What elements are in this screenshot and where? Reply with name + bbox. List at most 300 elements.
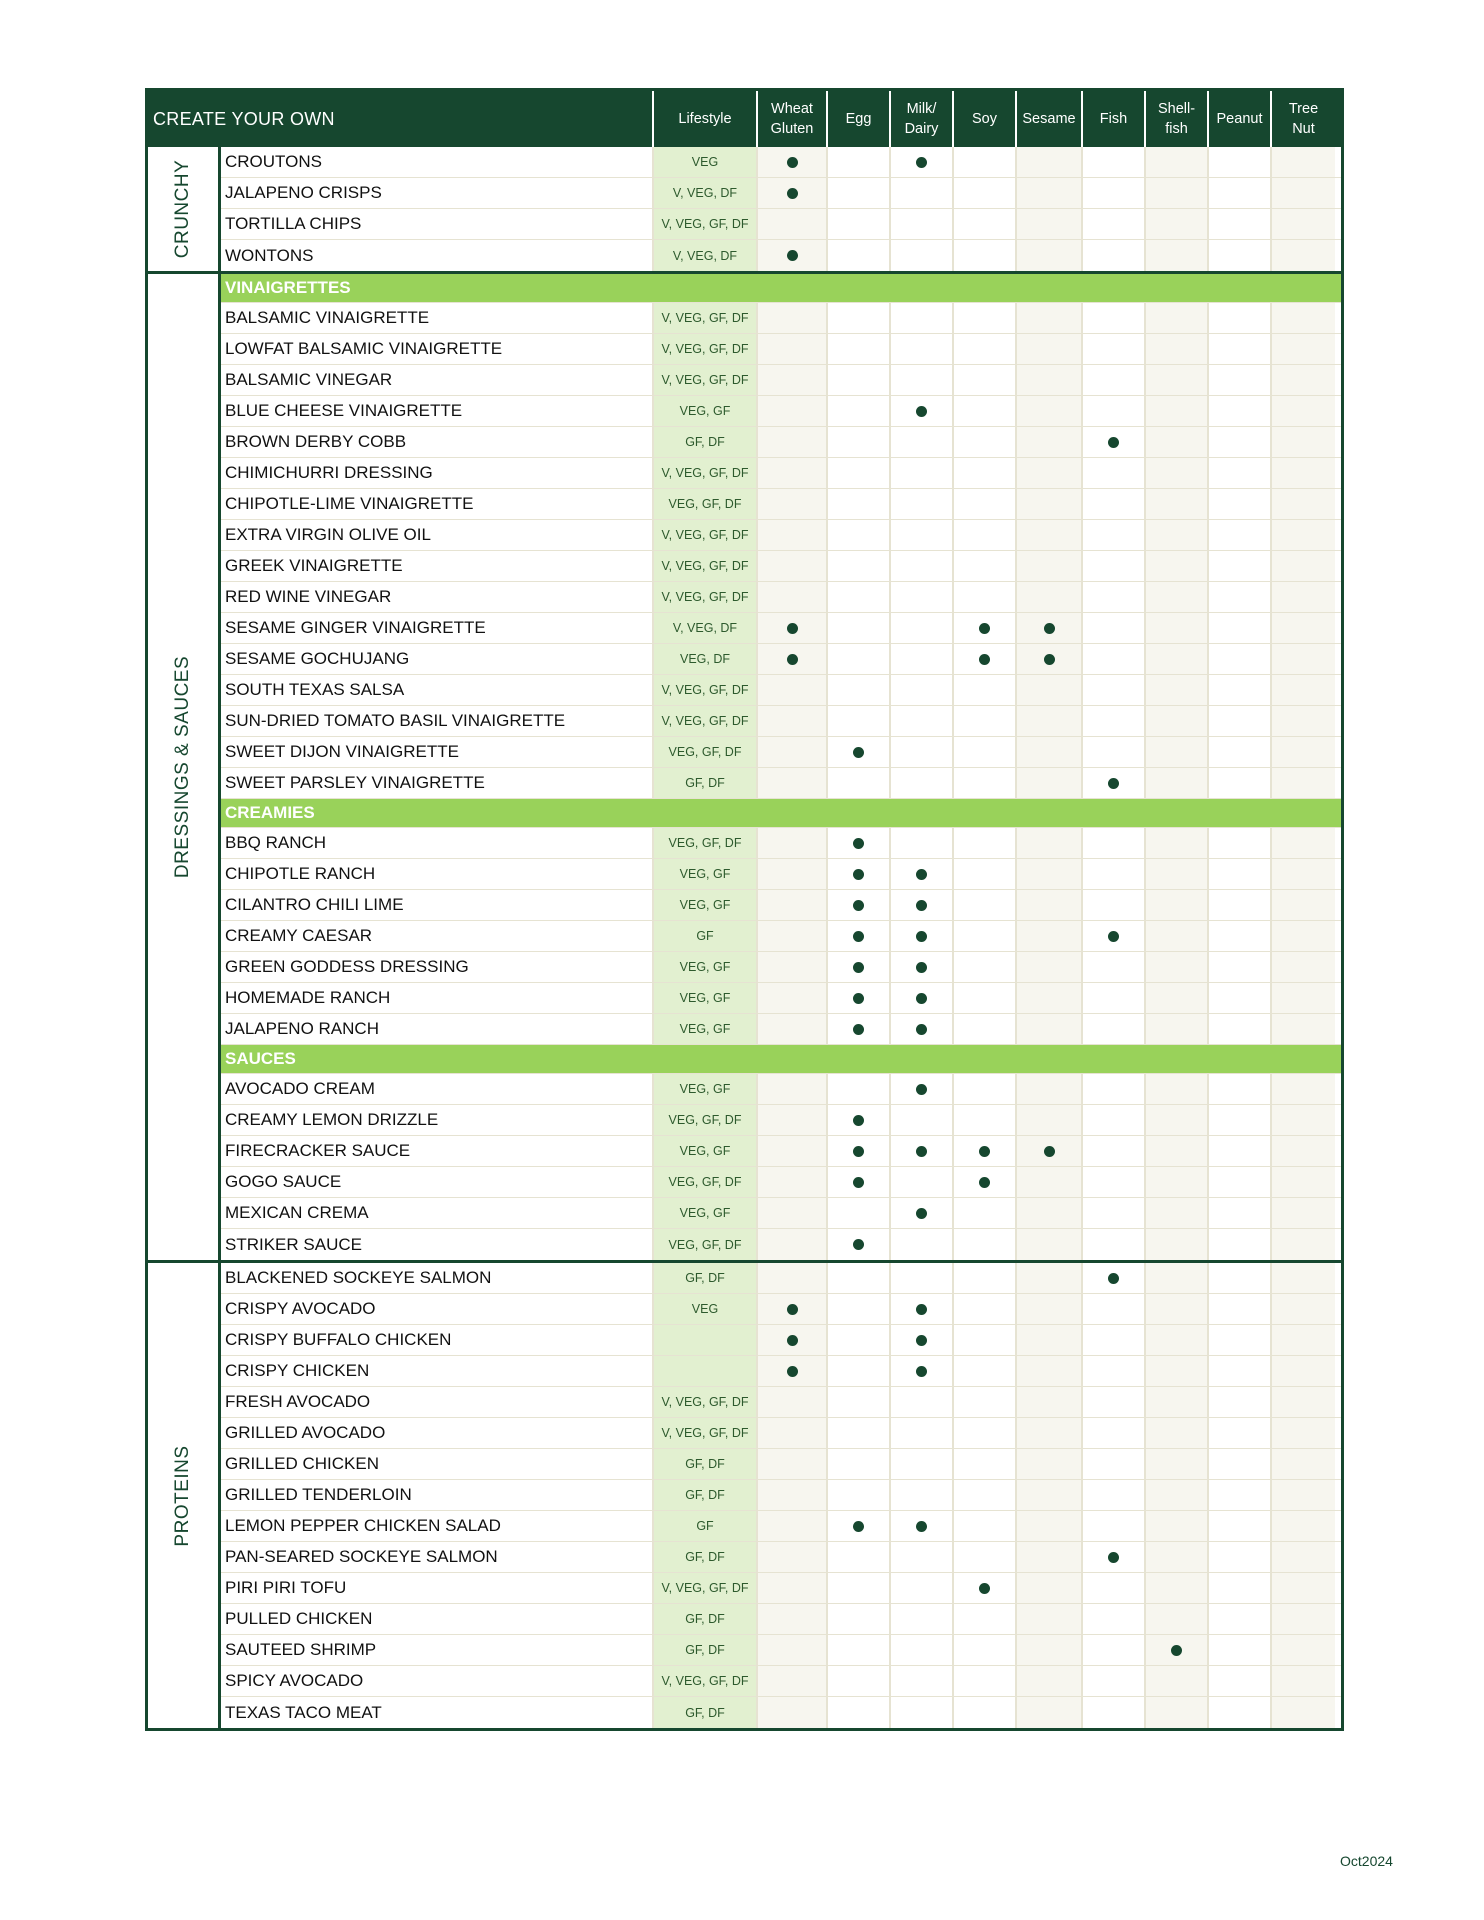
allergen-cell	[1209, 489, 1272, 519]
allergen-cell	[954, 1167, 1017, 1197]
allergen-cell	[1146, 427, 1209, 457]
allergen-cell	[1146, 1229, 1209, 1260]
allergen-cell	[1017, 737, 1083, 767]
allergen-cell	[954, 644, 1017, 674]
allergen-cell	[828, 1105, 891, 1135]
allergen-cell	[758, 644, 828, 674]
allergen-cell	[828, 1167, 891, 1197]
allergen-cell	[954, 489, 1017, 519]
allergen-cell	[758, 1074, 828, 1104]
allergen-cell	[1083, 1229, 1146, 1260]
allergen-cell	[828, 334, 891, 364]
section-label: CRUNCHY	[172, 159, 193, 259]
item-lifestyle: VEG, GF	[654, 1136, 758, 1166]
allergen-cell	[954, 613, 1017, 643]
allergen-cell	[1146, 1263, 1209, 1293]
header-allergen-egg: Egg	[828, 91, 891, 147]
allergen-cell	[1209, 1480, 1272, 1510]
table-row	[221, 613, 1341, 644]
allergen-cell	[1083, 983, 1146, 1013]
allergen-cell	[1083, 1511, 1146, 1541]
allergen-cell	[954, 334, 1017, 364]
allergen-cell	[954, 1325, 1017, 1355]
allergen-cell	[828, 1014, 891, 1044]
item-name: SWEET PARSLEY VINAIGRETTE	[221, 768, 654, 798]
allergen-cell	[1146, 1635, 1209, 1665]
table-row	[221, 921, 1341, 952]
subheading-sauces: SAUCES	[221, 1045, 1341, 1074]
allergen-cell	[954, 952, 1017, 982]
allergen-cell	[891, 1325, 954, 1355]
allergen-cell	[891, 1449, 954, 1479]
allergen-cell	[1209, 365, 1272, 395]
table-row	[221, 1325, 1341, 1356]
allergen-cell	[1272, 147, 1335, 177]
item-name: CROUTONS	[221, 147, 654, 177]
item-name: PIRI PIRI TOFU	[221, 1573, 654, 1603]
allergen-cell	[1272, 613, 1335, 643]
allergen-cell	[1146, 209, 1209, 239]
item-name: LEMON PEPPER CHICKEN SALAD	[221, 1511, 654, 1541]
item-name: CRISPY AVOCADO	[221, 1294, 654, 1324]
allergen-cell	[828, 1635, 891, 1665]
header-title: CREATE YOUR OWN	[148, 91, 654, 147]
allergen-cell	[758, 1480, 828, 1510]
allergen-cell	[891, 983, 954, 1013]
allergen-cell	[1146, 1136, 1209, 1166]
section-proteins	[148, 1260, 1341, 1728]
allergen-cell	[1209, 427, 1272, 457]
allergen-cell	[1017, 551, 1083, 581]
allergen-cell	[891, 890, 954, 920]
allergen-cell	[1272, 1074, 1335, 1104]
allergen-cell	[758, 1325, 828, 1355]
allergen-cell	[891, 828, 954, 858]
allergen-cell	[828, 396, 891, 426]
item-lifestyle	[654, 1325, 758, 1355]
item-name: CILANTRO CHILI LIME	[221, 890, 654, 920]
allergen-dot-icon	[853, 838, 864, 849]
allergen-cell	[1017, 209, 1083, 239]
allergen-cell	[758, 520, 828, 550]
allergen-cell	[1017, 613, 1083, 643]
allergen-dot-icon	[853, 1521, 864, 1532]
allergen-cell	[1083, 952, 1146, 982]
allergen-dot-icon	[979, 1583, 990, 1594]
allergen-cell	[1146, 737, 1209, 767]
subheading-vinaigrettes: VINAIGRETTES	[221, 274, 1341, 303]
allergen-cell	[1146, 1604, 1209, 1634]
section-label: PROTEINS	[172, 1444, 193, 1547]
allergen-dot-icon	[979, 623, 990, 634]
allergen-cell	[1272, 1198, 1335, 1228]
allergen-cell	[758, 1511, 828, 1541]
allergen-cell	[758, 768, 828, 798]
item-name: CREAMY LEMON DRIZZLE	[221, 1105, 654, 1135]
allergen-cell	[954, 921, 1017, 951]
allergen-cell	[1209, 1542, 1272, 1572]
allergen-cell	[1017, 1542, 1083, 1572]
allergen-dot-icon	[916, 1366, 927, 1377]
allergen-cell	[1083, 1074, 1146, 1104]
allergen-cell	[891, 952, 954, 982]
allergen-cell	[1146, 613, 1209, 643]
allergen-cell	[828, 1511, 891, 1541]
table-row	[221, 551, 1341, 582]
allergen-dot-icon	[853, 931, 864, 942]
allergen-cell	[891, 147, 954, 177]
allergen-cell	[1017, 1573, 1083, 1603]
allergen-cell	[1083, 178, 1146, 208]
allergen-cell	[954, 706, 1017, 736]
allergen-cell	[758, 1635, 828, 1665]
allergen-cell	[758, 1356, 828, 1386]
allergen-cell	[1083, 1480, 1146, 1510]
item-lifestyle: V, VEG, GF, DF	[654, 551, 758, 581]
allergen-cell	[1272, 1294, 1335, 1324]
allergen-cell	[1209, 1263, 1272, 1293]
item-lifestyle: V, VEG, GF, DF	[654, 303, 758, 333]
table-row	[221, 1542, 1341, 1573]
allergen-cell	[1146, 178, 1209, 208]
allergen-cell	[1017, 303, 1083, 333]
section-sidebar	[148, 274, 221, 1260]
item-lifestyle: V, VEG, GF, DF	[654, 1573, 758, 1603]
allergen-cell	[1017, 768, 1083, 798]
allergen-cell	[828, 1449, 891, 1479]
allergen-cell	[828, 147, 891, 177]
item-name: BALSAMIC VINEGAR	[221, 365, 654, 395]
allergen-cell	[1083, 147, 1146, 177]
allergen-cell	[1083, 1014, 1146, 1044]
allergen-cell	[758, 706, 828, 736]
allergen-cell	[1083, 1635, 1146, 1665]
allergen-dot-icon	[1108, 1273, 1119, 1284]
allergen-cell	[758, 1697, 828, 1728]
item-name: AVOCADO CREAM	[221, 1074, 654, 1104]
allergen-cell	[1017, 1294, 1083, 1324]
item-lifestyle: VEG, GF	[654, 859, 758, 889]
allergen-dot-icon	[979, 654, 990, 665]
item-lifestyle: VEG, DF	[654, 644, 758, 674]
header-allergen-tree-nut: Tree Nut	[1288, 101, 1319, 137]
allergen-dot-icon	[853, 900, 864, 911]
allergen-cell	[1083, 334, 1146, 364]
allergen-cell	[1209, 859, 1272, 889]
allergen-cell	[1209, 1325, 1272, 1355]
table-row	[221, 582, 1341, 613]
allergen-dot-icon	[979, 1146, 990, 1157]
allergen-cell	[1083, 365, 1146, 395]
allergen-cell	[1209, 1449, 1272, 1479]
allergen-cell	[1272, 1167, 1335, 1197]
allergen-cell	[758, 1418, 828, 1448]
allergen-cell	[1209, 1198, 1272, 1228]
item-name: GRILLED AVOCADO	[221, 1418, 654, 1448]
allergen-cell	[891, 1074, 954, 1104]
allergen-cell	[954, 859, 1017, 889]
allergen-cell	[1209, 1074, 1272, 1104]
allergen-cell	[1146, 706, 1209, 736]
allergen-cell	[891, 365, 954, 395]
allergen-cell	[1083, 1198, 1146, 1228]
allergen-cell	[1083, 1666, 1146, 1696]
allergen-cell	[1083, 209, 1146, 239]
table-row	[221, 1263, 1341, 1294]
allergen-cell	[1272, 1604, 1335, 1634]
allergen-dot-icon	[787, 1366, 798, 1377]
item-lifestyle: V, VEG, GF, DF	[654, 520, 758, 550]
allergen-cell	[1017, 1263, 1083, 1293]
allergen-cell	[1017, 1074, 1083, 1104]
header-allergen-peanut: Peanut	[1209, 91, 1272, 147]
item-name: JALAPENO RANCH	[221, 1014, 654, 1044]
allergen-cell	[891, 334, 954, 364]
allergen-cell	[758, 1666, 828, 1696]
allergen-cell	[758, 1449, 828, 1479]
allergen-cell	[891, 1263, 954, 1293]
table-row	[221, 768, 1341, 799]
allergen-dot-icon	[787, 1304, 798, 1315]
allergen-cell	[891, 1635, 954, 1665]
allergen-cell	[758, 613, 828, 643]
item-name: SPICY AVOCADO	[221, 1666, 654, 1696]
allergen-cell	[828, 675, 891, 705]
allergen-cell	[1017, 1229, 1083, 1260]
table-row	[221, 737, 1341, 768]
allergen-dot-icon	[1108, 931, 1119, 942]
allergen-dot-icon	[853, 993, 864, 1004]
allergen-cell	[1209, 1511, 1272, 1541]
allergen-cell	[954, 1074, 1017, 1104]
allergen-cell	[954, 1356, 1017, 1386]
item-lifestyle: VEG	[654, 1294, 758, 1324]
allergen-cell	[1017, 427, 1083, 457]
item-name: TORTILLA CHIPS	[221, 209, 654, 239]
allergen-cell	[891, 1542, 954, 1572]
allergen-dot-icon	[787, 188, 798, 199]
item-lifestyle: V, VEG, GF, DF	[654, 334, 758, 364]
allergen-cell	[758, 983, 828, 1013]
chart-body	[148, 147, 1341, 1728]
allergen-cell	[1146, 768, 1209, 798]
allergen-cell	[1146, 489, 1209, 519]
allergen-cell	[1209, 1356, 1272, 1386]
allergen-cell	[1146, 644, 1209, 674]
allergen-cell	[1083, 520, 1146, 550]
allergen-cell	[1272, 551, 1335, 581]
allergen-cell	[1272, 520, 1335, 550]
allergen-cell	[891, 1387, 954, 1417]
allergen-cell	[758, 921, 828, 951]
table-row	[221, 1387, 1341, 1418]
allergen-cell	[1209, 1167, 1272, 1197]
allergen-cell	[758, 675, 828, 705]
allergen-cell	[828, 952, 891, 982]
table-row	[221, 1666, 1341, 1697]
allergen-cell	[758, 828, 828, 858]
allergen-cell	[954, 1666, 1017, 1696]
item-lifestyle: GF, DF	[654, 1449, 758, 1479]
chart-header	[148, 91, 1341, 147]
allergen-cell	[828, 1573, 891, 1603]
allergen-cell	[954, 1294, 1017, 1324]
allergen-cell	[1083, 1356, 1146, 1386]
allergen-cell	[1017, 952, 1083, 982]
allergen-cell	[1146, 551, 1209, 581]
allergen-cell	[758, 1136, 828, 1166]
allergen-dot-icon	[916, 962, 927, 973]
allergen-cell	[1209, 706, 1272, 736]
item-name: CREAMY CAESAR	[221, 921, 654, 951]
allergen-dot-icon	[916, 1084, 927, 1095]
allergen-cell	[1017, 1666, 1083, 1696]
table-row	[221, 1229, 1341, 1260]
allergen-dot-icon	[916, 993, 927, 1004]
allergen-cell	[1146, 1294, 1209, 1324]
allergen-cell	[1209, 458, 1272, 488]
header-allergen-milk-dairy: Milk/ Dairy	[891, 91, 954, 147]
allergen-cell	[758, 1198, 828, 1228]
allergen-cell	[1146, 396, 1209, 426]
allergen-dot-icon	[787, 654, 798, 665]
allergen-cell	[758, 334, 828, 364]
allergen-cell	[828, 365, 891, 395]
allergen-cell	[1146, 334, 1209, 364]
allergen-chart	[145, 88, 1344, 1731]
allergen-dot-icon	[787, 250, 798, 261]
allergen-cell	[1209, 303, 1272, 333]
allergen-cell	[1272, 1014, 1335, 1044]
allergen-cell	[1017, 1198, 1083, 1228]
allergen-cell	[1083, 890, 1146, 920]
allergen-cell	[1272, 828, 1335, 858]
item-lifestyle: V, VEG, GF, DF	[654, 458, 758, 488]
allergen-cell	[758, 1542, 828, 1572]
allergen-cell	[954, 365, 1017, 395]
allergen-cell	[891, 1356, 954, 1386]
table-row	[221, 147, 1341, 178]
allergen-cell	[891, 644, 954, 674]
allergen-cell	[1209, 1294, 1272, 1324]
allergen-cell	[1209, 520, 1272, 550]
allergen-cell	[954, 240, 1017, 271]
allergen-cell	[1017, 890, 1083, 920]
allergen-cell	[891, 582, 954, 612]
table-row	[221, 706, 1341, 737]
allergen-cell	[1209, 1136, 1272, 1166]
allergen-cell	[1083, 396, 1146, 426]
allergen-cell	[891, 458, 954, 488]
allergen-cell	[1146, 1573, 1209, 1603]
allergen-cell	[758, 1105, 828, 1135]
allergen-cell	[954, 983, 1017, 1013]
allergen-cell	[1146, 1387, 1209, 1417]
allergen-cell	[1017, 1356, 1083, 1386]
allergen-cell	[954, 1014, 1017, 1044]
section-label: DRESSINGS & SAUCES	[172, 655, 193, 879]
allergen-cell	[1209, 921, 1272, 951]
allergen-cell	[1272, 1105, 1335, 1135]
allergen-cell	[954, 458, 1017, 488]
allergen-cell	[891, 1136, 954, 1166]
item-lifestyle: GF, DF	[654, 1542, 758, 1572]
item-name: BLUE CHEESE VINAIGRETTE	[221, 396, 654, 426]
item-lifestyle: V, VEG, GF, DF	[654, 1666, 758, 1696]
item-name: STRIKER SAUCE	[221, 1229, 654, 1260]
allergen-cell	[954, 1198, 1017, 1228]
allergen-cell	[758, 178, 828, 208]
allergen-cell	[828, 1604, 891, 1634]
allergen-cell	[1146, 859, 1209, 889]
allergen-cell	[1017, 1167, 1083, 1197]
allergen-cell	[1272, 458, 1335, 488]
allergen-cell	[1083, 1136, 1146, 1166]
allergen-cell	[954, 396, 1017, 426]
table-row	[221, 1294, 1341, 1325]
header-allergen-sesame: Sesame	[1017, 91, 1083, 147]
table-row	[221, 1105, 1341, 1136]
allergen-cell	[1083, 828, 1146, 858]
subheading-creamies: CREAMIES	[221, 799, 1341, 828]
header-allergen-wheat-gluten: Wheat Gluten	[758, 91, 828, 147]
allergen-cell	[1083, 737, 1146, 767]
allergen-cell	[954, 147, 1017, 177]
allergen-cell	[1083, 489, 1146, 519]
allergen-dot-icon	[979, 1177, 990, 1188]
table-row	[221, 458, 1341, 489]
allergen-cell	[1272, 1449, 1335, 1479]
table-row	[221, 365, 1341, 396]
allergen-cell	[891, 1604, 954, 1634]
allergen-dot-icon	[853, 1177, 864, 1188]
table-row	[221, 1449, 1341, 1480]
allergen-cell	[1209, 334, 1272, 364]
table-row	[221, 489, 1341, 520]
allergen-cell	[1272, 952, 1335, 982]
allergen-dot-icon	[1044, 1146, 1055, 1157]
allergen-cell	[954, 1542, 1017, 1572]
allergen-cell	[1209, 1014, 1272, 1044]
allergen-cell	[1017, 1136, 1083, 1166]
table-row	[221, 983, 1341, 1014]
item-lifestyle: V, VEG, DF	[654, 613, 758, 643]
allergen-cell	[954, 1387, 1017, 1417]
table-row	[221, 178, 1341, 209]
header-lifestyle: Lifestyle	[654, 91, 758, 147]
allergen-cell	[891, 1418, 954, 1448]
allergen-cell	[954, 1697, 1017, 1728]
allergen-cell	[1272, 1635, 1335, 1665]
item-name: PAN-SEARED SOCKEYE SALMON	[221, 1542, 654, 1572]
section-sidebar	[148, 1263, 221, 1728]
table-row	[221, 828, 1341, 859]
allergen-cell	[828, 582, 891, 612]
allergen-cell	[758, 365, 828, 395]
item-name: SUN-DRIED TOMATO BASIL VINAIGRETTE	[221, 706, 654, 736]
allergen-cell	[828, 1418, 891, 1448]
allergen-cell	[1017, 644, 1083, 674]
allergen-cell	[758, 209, 828, 239]
item-lifestyle: V, VEG, DF	[654, 178, 758, 208]
allergen-cell	[891, 1198, 954, 1228]
allergen-cell	[1146, 1105, 1209, 1135]
allergen-cell	[1017, 1697, 1083, 1728]
item-lifestyle: VEG, GF	[654, 1198, 758, 1228]
allergen-dot-icon	[916, 931, 927, 942]
allergen-cell	[1146, 1542, 1209, 1572]
allergen-cell	[828, 1229, 891, 1260]
